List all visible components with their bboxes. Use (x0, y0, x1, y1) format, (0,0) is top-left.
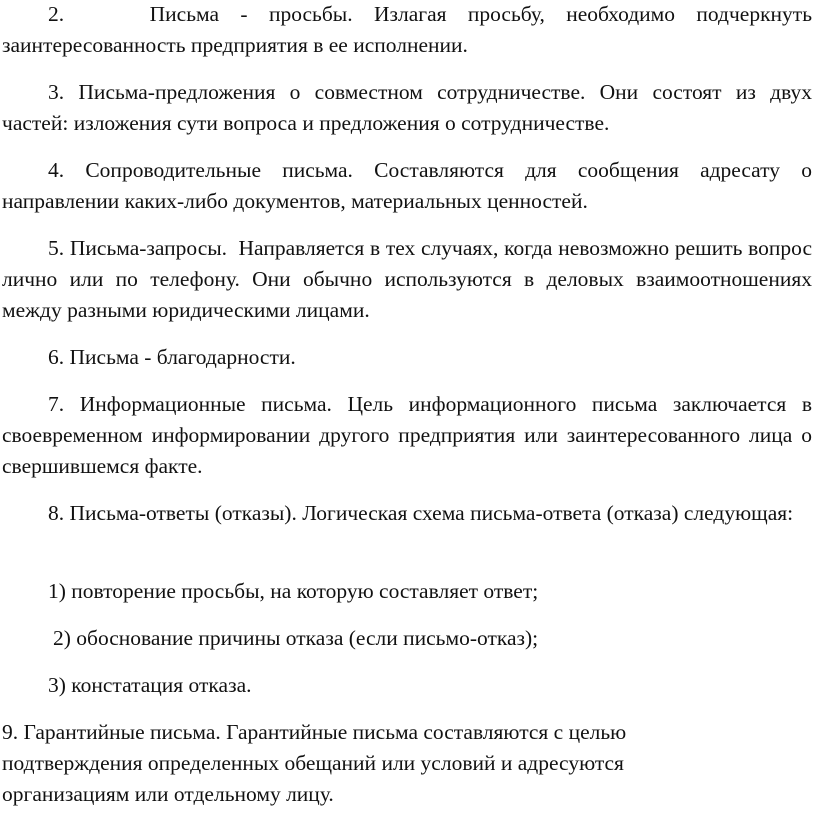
list-item-1: 1) повторение просьбы, на которую составляет ответ; (48, 579, 539, 603)
paragraph-7-informational: 7. Информационные письма. Цель информационного письма заключается в своевременном информировании другого предприятия или заинтересованного лица о свершившемся факте. (2, 392, 812, 478)
paragraph-4-cover-letters: 4. Сопроводительные письма. Составляются для сообщения адресату о направлении каких-либо документов, материальных ценностей. (2, 158, 812, 213)
paragraph-2-requests: 2. Письма - просьбы. Излагая просьбу, необходимо подчеркнуть заинтересованность предприятия в ее исполнении. (2, 2, 812, 57)
list-item-3: 3) констатация отказа. (48, 673, 252, 697)
paragraph-8-replies: 8. Письма-ответы (отказы). Логическая схема письма-ответа (отказа) следующая: (48, 501, 794, 525)
paragraph-3-proposals: 3. Письма-предложения о совместном сотрудничестве. Они состоят из двух частей: изложения сути вопроса и предложения о сотрудничестве. (2, 80, 812, 135)
paragraph-5-inquiries: 5. Письма-запросы. Направляется в тех случаях, когда невозможно решить вопрос лично или по телефону. Они обычно используются в деловых взаимоотношениях между разными юридическими лицами. (2, 236, 812, 322)
list-item-2: 2) обоснование причины отказа (если письмо-отказ); (53, 626, 539, 650)
paragraph-9-guarantee: 9. Гарантийные письма. Гарантийные письма составляются с целью подтверждения определенных обещаний или условий и адресуются организациям или отдельному лицу. (2, 720, 627, 806)
paragraph-6-thanks: 6. Письма - благодарности. (48, 345, 296, 369)
